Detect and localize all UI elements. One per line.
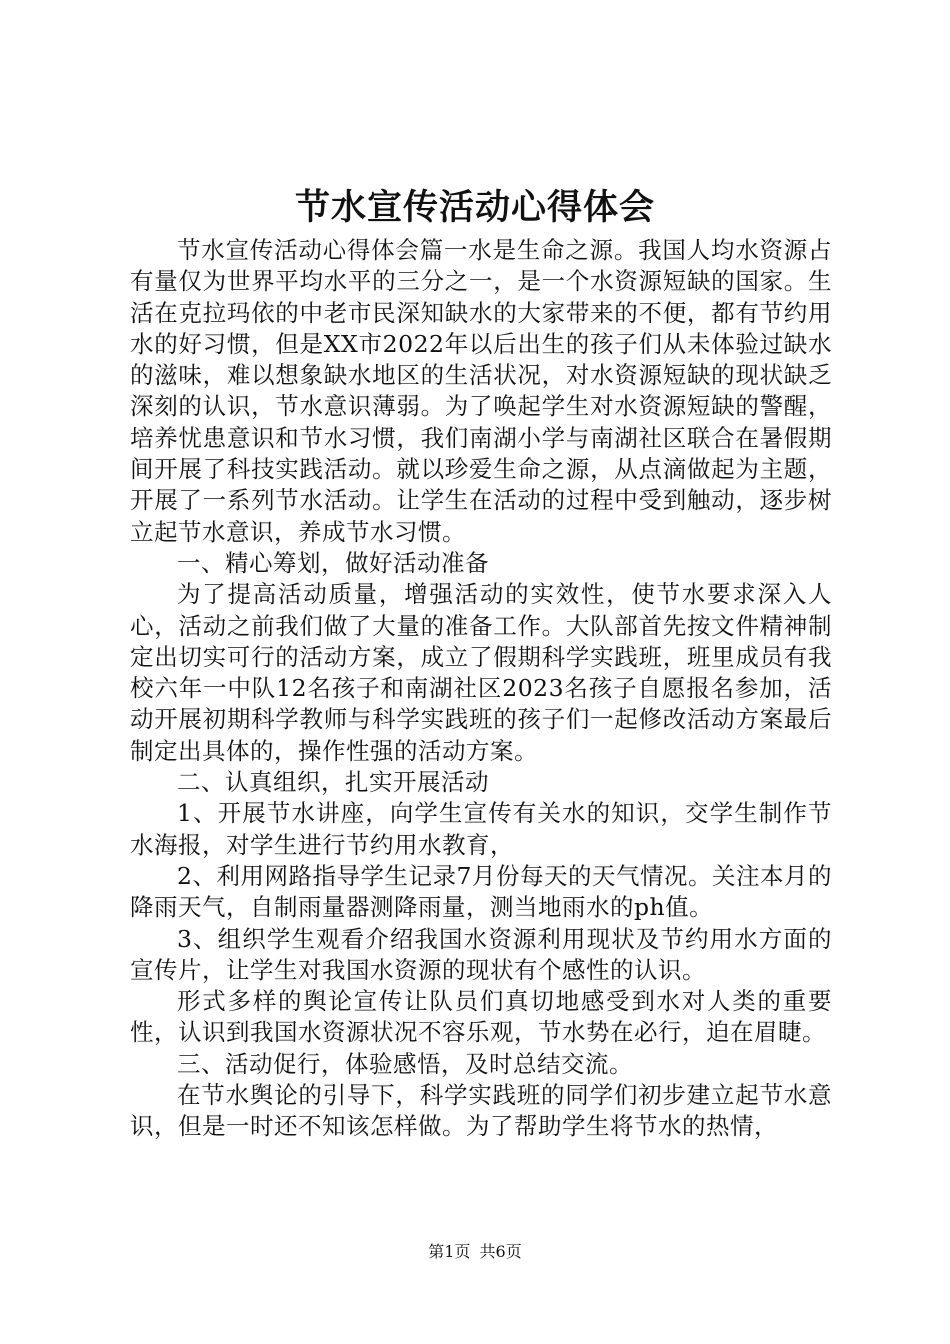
paragraph-practice: 在节水舆论的引导下，科学实践班的同学们初步建立起节水意识，但是一时还不知该怎样做。为了帮助学生将节水的热情，: [130, 1081, 832, 1141]
paragraph-summary: 形式多样的舆论宣传让队员们真切地感受到水对人类的重要性，认识到我国水资源状况不容乐观，节水势在必行，迫在眉睫。: [130, 987, 832, 1047]
page-number: 第1页: [428, 1242, 471, 1261]
document-title: 节水宣传活动心得体会: [294, 187, 655, 228]
list-item-2: 2、利用网路指导学生记录7月份每天的天气情况。关注本月的降雨天气，自制雨量器测降雨量，测当地雨水的ph值。: [130, 861, 832, 922]
list-item-3: 3、组织学生观看介绍我国水资源利用现状及节约用水方面的宣传片，让学生对我国水资源的现状有个感性的认识。: [130, 924, 832, 984]
list-item-1: 1、开展节水讲座，向学生宣传有关水的知识，交学生制作节水海报，对学生进行节约用水教育，: [130, 799, 832, 859]
page-footer: [0, 1241, 950, 1263]
page-total: 共6页: [479, 1242, 522, 1261]
document-body: [130, 235, 832, 1143]
section-heading-3: 三、活动促行，体验感悟，及时总结交流。: [177, 1049, 633, 1078]
section-heading-1: 一、精心筹划，做好活动准备: [177, 548, 489, 577]
paragraph-preparation: 为了提高活动质量，增强活动的实效性，使节水要求深入人心，活动之前我们做了大量的准备工作。大队部首先按文件精神制定出切实可行的活动方案，成立了假期科学实践班，班里成员有我校六年一中队12名孩子和南湖社区2023名孩子自愿报名参加，活动开展初期科学教师与科学实践班的孩子们一起修改活动方案最后制定出具体的，操作性强的活动方案。: [130, 580, 832, 765]
section-heading-2: 二、认真组织，扎实开展活动: [177, 768, 489, 797]
paragraph-intro: 节水宣传活动心得体会篇一水是生命之源。我国人均水资源占有量仅为世界平均水平的三分之一，是一个水资源短缺的国家。生活在克拉玛依的中老市民深知缺水的大家带来的不便，都有节约用水的好习惯，但是XX市2022年以后出生的孩子们从未体验过缺水的滋味，难以想象缺水地区的生活状况，对水资源短缺的现状缺乏深刻的认识，节水意识薄弱。为了唤起学生对水资源短缺的警醒，培养忧患意识和节水习惯，我们南湖小学与南湖社区联合在暑假期间开展了科技实践活动。就以珍爱生命之源，从点滴做起为主题，开展了一系列节水活动。让学生在活动的过程中受到触动，逐步树立起节水意识，养成节水习惯。: [130, 236, 832, 546]
